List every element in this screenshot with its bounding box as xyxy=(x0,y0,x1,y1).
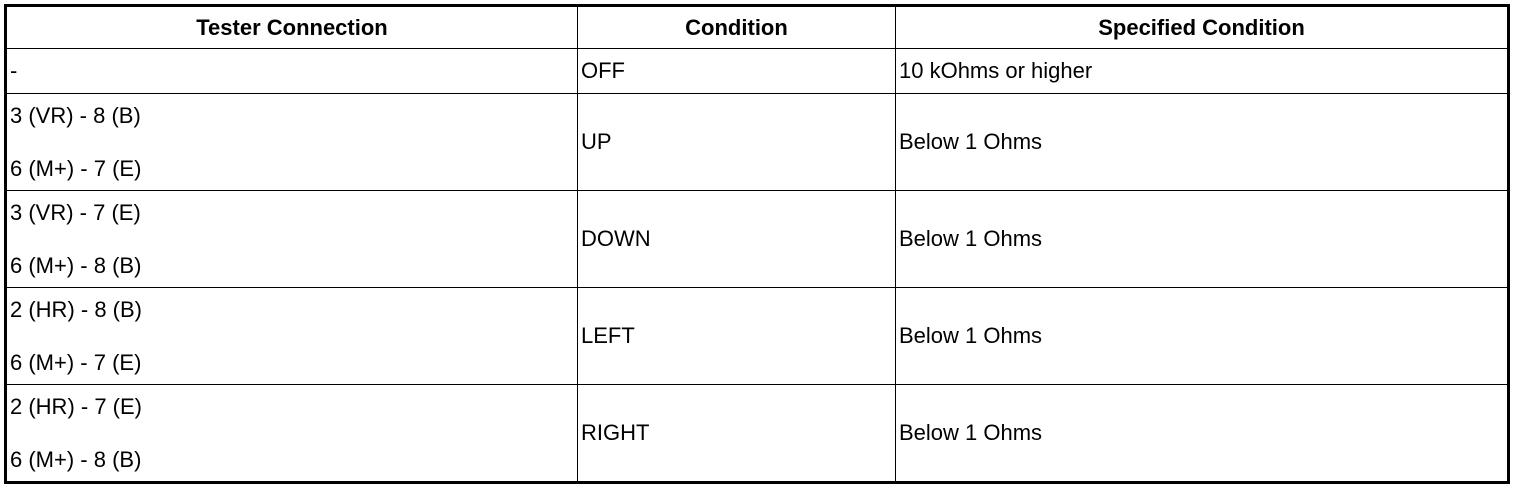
header-specified-condition: Specified Condition xyxy=(896,6,1509,49)
header-row xyxy=(6,6,1509,49)
specification-table xyxy=(4,4,1510,484)
header-tester-connection: Tester Connection xyxy=(6,6,578,49)
specified-condition-cell: Below 1 Ohms xyxy=(896,288,1509,385)
table-row xyxy=(6,191,1509,288)
condition-cell: DOWN xyxy=(578,191,896,288)
connection-line: - xyxy=(10,58,18,83)
tester-connection-cell xyxy=(6,191,578,288)
connection-line: 3 (VR) - 7 (E) xyxy=(10,199,141,225)
specified-condition-cell: Below 1 Ohms xyxy=(896,94,1509,191)
tester-connection-cell xyxy=(6,288,578,385)
table-row xyxy=(6,385,1509,483)
specified-condition-cell: Below 1 Ohms xyxy=(896,191,1509,288)
tester-connection-cell xyxy=(6,49,578,94)
connection-line: 6 (M+) - 7 (E) xyxy=(10,155,142,181)
condition-cell: OFF xyxy=(578,49,896,94)
specified-condition-cell: Below 1 Ohms xyxy=(896,385,1509,483)
tester-connection-cell xyxy=(6,94,578,191)
condition-cell: RIGHT xyxy=(578,385,896,483)
condition-cell: UP xyxy=(578,94,896,191)
connection-line: 6 (M+) - 8 (B) xyxy=(10,252,142,278)
header-condition: Condition xyxy=(578,6,896,49)
specified-condition-cell: 10 kOhms or higher xyxy=(896,49,1509,94)
connection-line: 2 (HR) - 7 (E) xyxy=(10,393,142,419)
connection-line: 6 (M+) - 8 (B) xyxy=(10,446,142,472)
connection-line: 2 (HR) - 8 (B) xyxy=(10,296,142,322)
condition-cell: LEFT xyxy=(578,288,896,385)
table-row xyxy=(6,94,1509,191)
table-row xyxy=(6,49,1509,94)
connection-line: 3 (VR) - 8 (B) xyxy=(10,102,141,128)
table-row xyxy=(6,288,1509,385)
connection-line: 6 (M+) - 7 (E) xyxy=(10,349,142,375)
tester-connection-cell xyxy=(6,385,578,483)
